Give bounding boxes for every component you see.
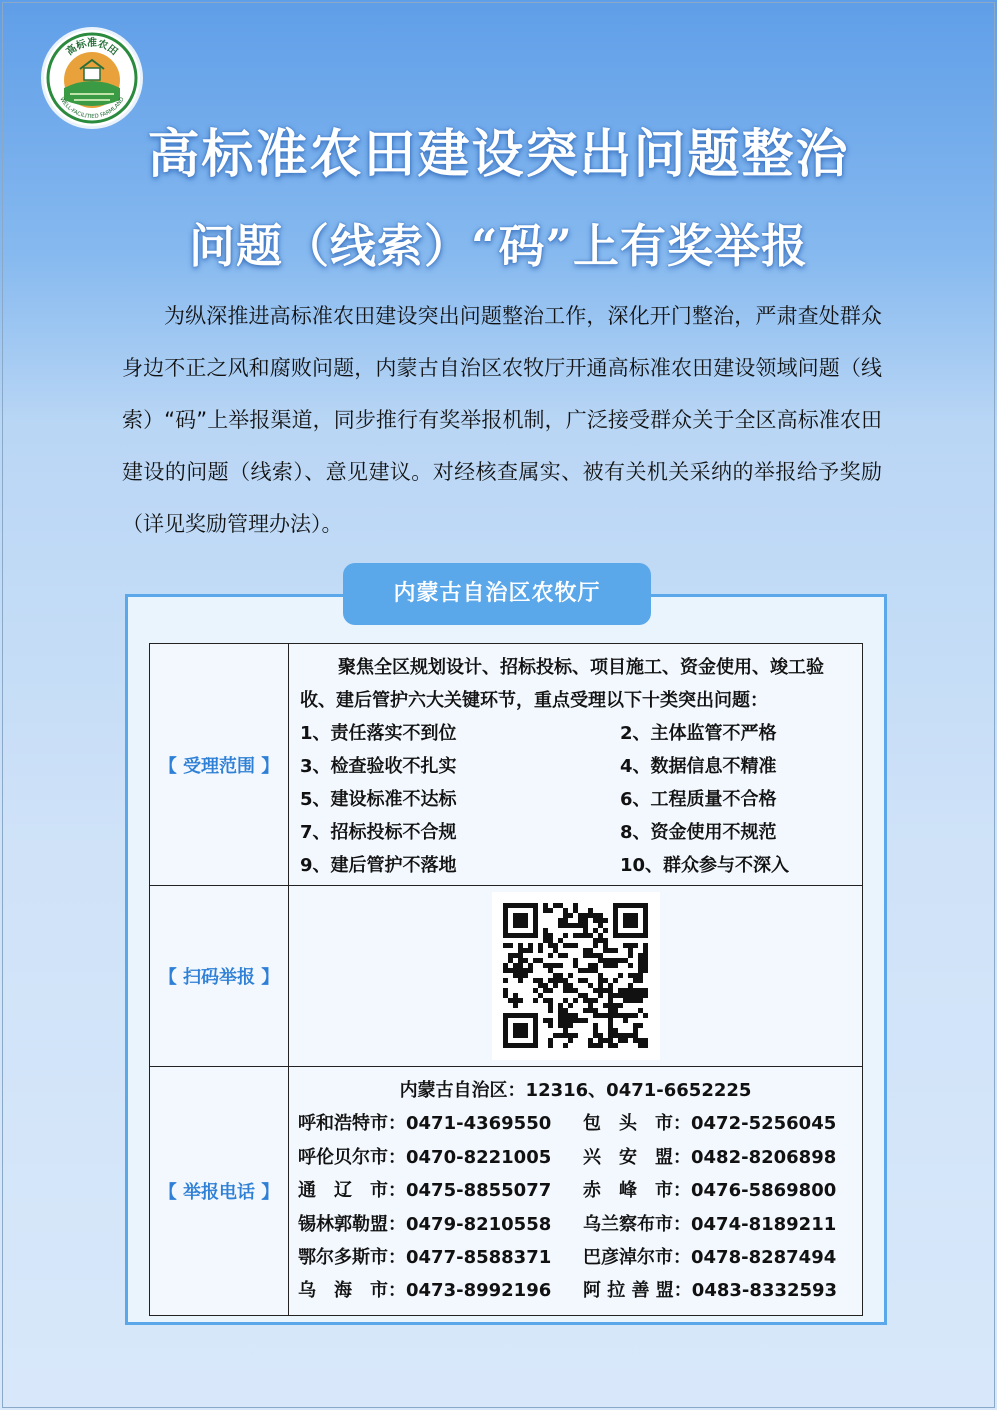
issue-item: 4、数据信息不精准 [620,756,777,777]
city-phone: 乌 海 市：0473-8992196 [298,1280,552,1302]
issue-item: 3、检查验收不扎实 [300,756,457,777]
scope-content [290,645,861,884]
issue-item: 2、主体监管不严格 [620,723,777,744]
page-title: 高标准农田建设突出问题整治 [147,124,850,185]
city-phone: 呼伦贝尔市：0470-8221005 [298,1146,552,1168]
phone-label: 【 举报电话 】 [150,1067,289,1316]
issue-item: 9、建后管护不落地 [300,855,457,876]
city-phone: 乌兰察布市：0474-8189211 [583,1213,837,1235]
phone-row [150,1067,863,1316]
panel-tab-title: 内蒙古自治区农牧厅 [343,563,651,625]
logo-text-top: 高标准农田 [64,38,120,58]
region-phone: 内蒙古自治区：12316、0471-6652225 [399,1080,752,1101]
logo-text-bottom: WELL-FACILITIED FARMLAND [58,96,126,121]
issue-item: 1、责任落实不到位 [300,723,457,744]
scan-row [150,886,863,1067]
city-phone: 巴彦淖尔市：0478-8287494 [583,1247,837,1269]
svg-text:高标准农田 [63,36,120,58]
issue-item: 7、招标投标不合规 [300,822,457,843]
city-phone: 包 头 市：0472-5256045 [583,1113,837,1135]
phone-list [290,1068,861,1314]
scan-label: 【 扫码举报 】 [150,886,289,1067]
issue-list [300,717,853,882]
intro-paragraph: 为纵深推进高标准农田建设突出问题整治工作，深化开门整治，严肃查处群众身边不正之风和腐败问题，内蒙古自治区农牧厅开通高标准农田建设领域问题（线索）“码”上举报渠道，同步推行有奖举报机制，广泛接受群众关于全区高标准农田建设的问题（线索）、意见建议。对经核查属实、被有关机关采纳的举报给予奖励（详见奖励管理办法）。 [122,304,882,536]
city-phone: 通 辽 市：0475-8855077 [298,1180,552,1202]
city-phone: 阿 拉 善 盟：0483-8332593 [583,1280,838,1302]
qr-code-icon[interactable] [492,892,660,1060]
city-phone: 鄂尔多斯市：0477-8588371 [298,1247,552,1269]
scope-label: 【 受理范围 】 [150,644,289,886]
issue-item: 6、工程质量不合格 [620,789,777,810]
qr-code-graphic [492,892,660,1060]
city-phone: 锡林郭勒盟：0479-8210558 [298,1213,552,1235]
scope-lead: 聚焦全区规划设计、招标投标、项目施工、资金使用、竣工验收、建后管护六大关键环节，重点受理以下十类突出问题： [300,657,824,711]
city-phone: 呼和浩特市：0471-4369550 [298,1113,552,1135]
page-subtitle: 问题（线索）“码”上有奖举报 [189,219,808,273]
city-phone: 兴 安 盟：0482-8206898 [583,1146,837,1168]
scope-row [150,644,863,886]
issue-item: 5、建设标准不达标 [300,789,457,810]
issue-item: 10、群众参与不深入 [620,855,790,876]
city-phone: 赤 峰 市：0476-5869800 [583,1180,837,1202]
issue-item: 8、资金使用不规范 [620,822,777,843]
info-table [149,643,863,1316]
